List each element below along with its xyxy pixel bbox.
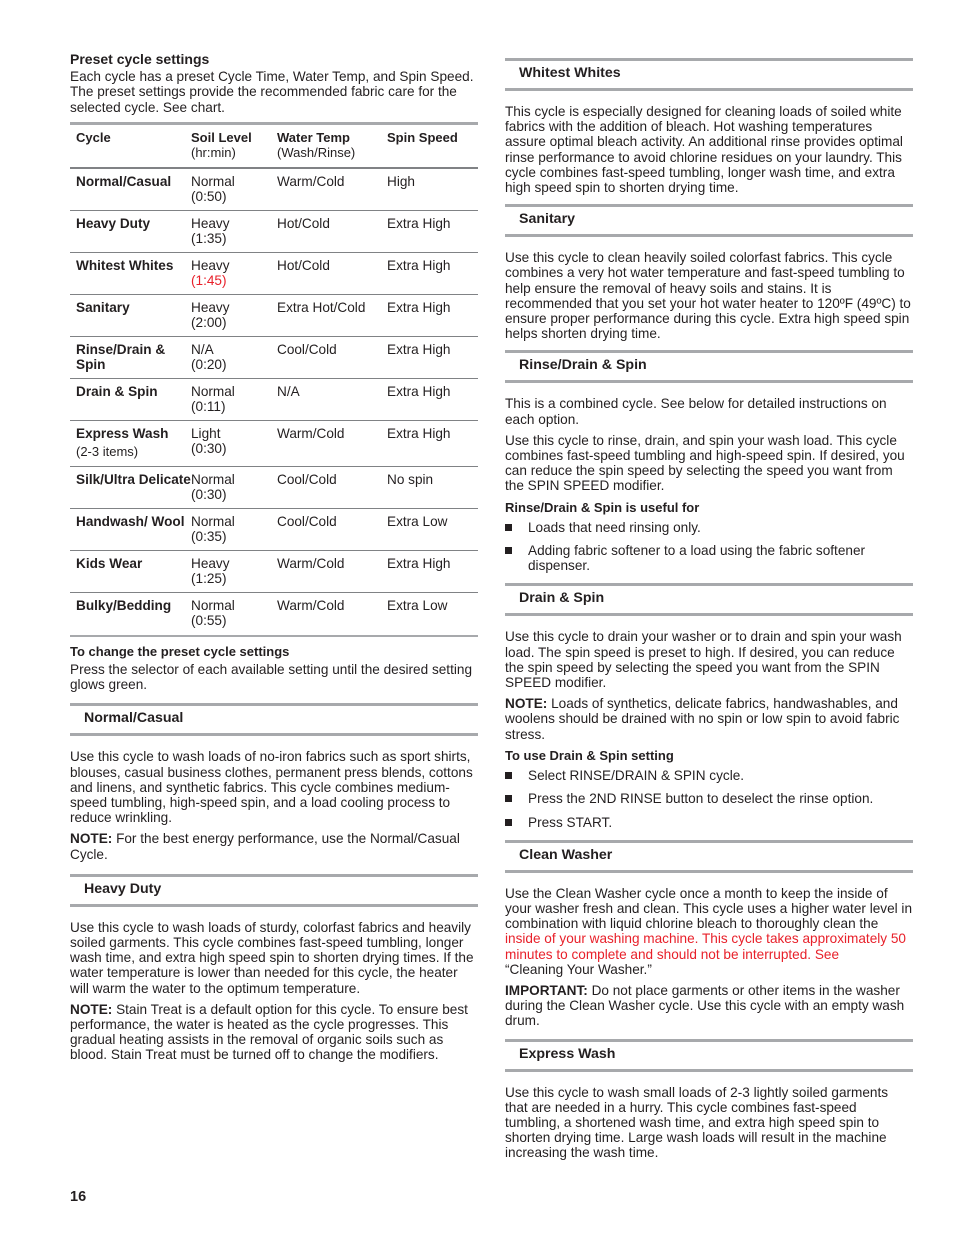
section-header-whitest	[505, 58, 913, 91]
normal-text: Use this cycle to wash loads of no-iron fabrics such as sport shirts, blouses, casual business clothes, permanent press blends, cottons and linens, and synthetic fabrics. This cycle combines medium-speed tumbling, high-speed spin, and a load cooling process to reduce wrinkling.	[70, 749, 473, 826]
heavy-text: Use this cycle to wash loads of sturdy, colorfast fabrics and heavily soiled garments. This cycle combines fast-speed tumbling, longer wash time, and extra high speed spin to shorten drying times. If the water temperature is lower than needed for this cycle, the heater will warm the water to the optimum temperature.	[70, 919, 474, 996]
soil-level: Normal	[191, 597, 235, 613]
cell-soil	[191, 421, 277, 466]
cell-soil	[191, 211, 277, 252]
drain-text: Use this cycle to drain your washer or to drain and spin your wash load. The spin speed is preset to high. If desired, you can reduce the spin speed by selecting the speed you want from the SPIN SPEED modifier.	[505, 629, 902, 691]
header-spin: Spin Speed	[387, 129, 458, 145]
section-header-express	[505, 1039, 913, 1072]
bullet-square-icon	[505, 795, 512, 802]
cell-soil	[191, 337, 277, 378]
table-row	[70, 509, 478, 551]
section-header-normal	[70, 703, 478, 736]
soil-level: Heavy	[191, 555, 230, 571]
cell-soil	[191, 169, 277, 210]
change-settings-text: Press the selector of each available setting until the desired setting glows green.	[70, 662, 473, 693]
cell-soil	[191, 253, 277, 294]
drain-bullet-list	[505, 768, 913, 830]
cell-soil	[191, 509, 277, 550]
table-row	[70, 337, 478, 379]
cell-cycle	[70, 295, 191, 336]
clean-text-b: “Cleaning Your Washer.”	[505, 961, 652, 977]
section-header-drain	[505, 583, 913, 616]
rinse-text-1: This is a combined cycle. See below for detailed instructions on each option.	[505, 396, 887, 427]
cell-cycle	[70, 551, 191, 592]
change-settings-title: To change the preset cycle settings	[70, 643, 290, 659]
cycle-name: Silk/Ultra Delicate	[76, 471, 191, 487]
cell-spin-speed: Extra High	[387, 215, 451, 231]
cycle-name: Bulky/Bedding	[76, 597, 172, 613]
cycle-time: (0:20)	[191, 357, 227, 373]
header-cycle: Cycle	[76, 129, 111, 145]
clean-important-text: Do not place garments or other items in the washer during the Clean Washer cycle. Use this cycle with an empty wash drum.	[505, 982, 905, 1029]
cell-water-temp: Extra Hot/Cold	[277, 299, 366, 315]
cycle-note: (2-3 items)	[76, 444, 139, 460]
clean-text-highlight: inside of your washing machine. This cycle takes approximately 50 minutes to complete and should not be interrupted. See	[505, 931, 906, 962]
table-row	[70, 295, 478, 337]
cell-cycle	[70, 467, 191, 508]
drain-note	[505, 696, 913, 742]
clean-title: Clean Washer	[519, 846, 613, 863]
bullet-square-icon	[505, 819, 512, 826]
soil-level: Normal	[191, 471, 235, 487]
sanitary-text: Use this cycle to clean heavily soiled colorfast fabrics. This cycle combines a very hot water temperature and fast-speed tumbling to help ensure the removal of heavy soils and stains. It is recommended that you set your hot water heater to 120ºF (49ºC) to ensure proper performance during this cycle. Extra high speed spin helps shorten drying time.	[505, 250, 911, 342]
whitest-title: Whitest Whites	[519, 65, 621, 81]
rinse-title: Rinse/Drain & Spin	[519, 357, 647, 374]
cycle-name: Express Wash	[76, 425, 169, 441]
cell-spin-speed: Extra High	[387, 299, 451, 315]
cycle-time: (0:30)	[191, 441, 227, 457]
normal-note	[70, 831, 478, 861]
table-body	[70, 169, 478, 635]
section-header-clean	[505, 840, 913, 873]
express-text: Use this cycle to wash small loads of 2-3 lightly soiled garments that are needed in a hurry. This cycle combines fast-speed tumbling, a shortened wash time, and extra high speed spin to shorten drying time. Large wash loads will result in the machine increasing the wash time.	[505, 1084, 889, 1161]
cycle-name: Drain & Spin	[76, 383, 158, 399]
cell-cycle	[70, 593, 191, 635]
cell-cycle	[70, 379, 191, 420]
cycle-name: Normal/Casual	[76, 173, 172, 189]
cycle-name: Handwash/ Wool	[76, 513, 185, 529]
cell-spin-speed: Extra High	[387, 555, 451, 571]
table-header	[70, 125, 478, 169]
section-header-heavy	[70, 874, 478, 907]
bullet-square-icon	[505, 772, 512, 779]
table-row	[70, 379, 478, 421]
list-item-text: Press the 2ND RINSE button to deselect the rinse option.	[528, 791, 874, 807]
table-row	[70, 421, 478, 467]
cycle-time: (0:35)	[191, 529, 227, 545]
cycle-time: (1:45)	[191, 273, 227, 289]
header-soil-sub: (hr:min)	[191, 145, 236, 161]
header-soil-label: Soil Level	[191, 129, 252, 145]
list-item	[505, 815, 913, 830]
list-item	[505, 791, 913, 806]
section-header-sanitary	[505, 204, 913, 237]
cycle-name: Kids Wear	[76, 555, 143, 571]
cycle-time: (1:35)	[191, 231, 227, 247]
header-water	[277, 125, 387, 167]
cycle-time: (0:11)	[191, 399, 226, 415]
preset-intro: Each cycle has a preset Cycle Time, Water Temp, and Spin Speed. The preset settings provide the recommended fabric care for the selected cycle. See chart.	[70, 69, 474, 115]
soil-level: Normal	[191, 513, 235, 529]
normal-title: Normal/Casual	[84, 710, 184, 727]
soil-level: Normal	[191, 173, 235, 189]
page-number: 16	[70, 1189, 87, 1205]
cell-soil	[191, 551, 277, 592]
rinse-useful-title: Rinse/Drain & Spin is useful for	[505, 499, 700, 515]
cycle-name: Sanitary	[76, 299, 130, 315]
cell-spin-speed: Extra Low	[387, 597, 448, 613]
cycle-name: Whitest Whites	[76, 257, 174, 273]
cycle-time: (0:30)	[191, 487, 227, 503]
cycle-time: (0:55)	[191, 613, 227, 629]
list-item-text: Select RINSE/DRAIN & SPIN cycle.	[528, 768, 745, 784]
cell-water-temp: Hot/Cold	[277, 257, 330, 273]
drain-note-label: NOTE:	[505, 696, 548, 712]
list-item-text: Press START.	[528, 814, 613, 830]
cell-soil	[191, 379, 277, 420]
rinse-text-2: Use this cycle to rinse, drain, and spin your wash load. This cycle combines fast-speed tumbling and high-speed spin. If desired, you can reduce the spin speed by selecting the speed you want from the SPIN SPEED modifier.	[505, 432, 905, 494]
table-row	[70, 211, 478, 253]
cell-spin-speed: Extra High	[387, 257, 451, 273]
header-water-label: Water Temp	[277, 129, 350, 145]
table-row	[70, 467, 478, 509]
cell-spin-speed: Extra Low	[387, 513, 448, 529]
normal-note-label: NOTE:	[70, 831, 113, 847]
cell-spin-speed: Extra High	[387, 425, 451, 441]
right-column	[505, 58, 913, 1167]
cell-spin-speed: Extra High	[387, 341, 451, 357]
cell-spin-speed: High	[387, 173, 415, 189]
cycle-name: Heavy Duty	[76, 215, 151, 231]
whitest-text: This cycle is especially designed for cleaning loads of soiled white fabrics with the addition of bleach. Hot washing temperatures assure optimal bleach activity. An additional rinse provides optimal rinse performance to avoid chlorine residues on your laundry. This cycle combines fast-speed tumbling, longer wash time, and extra high speed spin to shorten drying time.	[505, 104, 903, 196]
cell-cycle	[70, 337, 191, 378]
left-column	[70, 52, 478, 1069]
cell-cycle	[70, 169, 191, 210]
cell-spin-speed: No spin	[387, 471, 434, 487]
soil-level: Heavy	[191, 299, 230, 315]
cell-soil	[191, 593, 277, 635]
normal-note-text: For the best energy performance, use the Normal/Casual Cycle.	[70, 831, 460, 862]
heavy-title: Heavy Duty	[84, 880, 162, 897]
cell-water-temp: Warm/Cold	[277, 555, 345, 571]
heavy-note-label: NOTE:	[70, 1001, 113, 1017]
sanitary-title: Sanitary	[519, 211, 575, 228]
header-soil	[191, 125, 277, 167]
heavy-note-text: Stain Treat is a default option for this cycle. To ensure best performance, the water is heated as the cycle progresses. This gradual heating assists in the removal of organic soils such as blood. Stain Treat must be turned off to change the modifiers.	[70, 1001, 468, 1063]
cell-water-temp: Warm/Cold	[277, 425, 345, 441]
table-row	[70, 253, 478, 295]
express-title: Express Wash	[519, 1045, 616, 1062]
cell-cycle	[70, 253, 191, 294]
cell-spin-speed: Extra High	[387, 383, 451, 399]
cycle-time: (1:25)	[191, 571, 227, 587]
table-row	[70, 593, 478, 635]
heavy-note	[70, 1002, 478, 1063]
soil-level: Heavy	[191, 257, 230, 273]
cycle-time: (2:00)	[191, 315, 227, 331]
section-header-rinse	[505, 350, 913, 383]
preset-table	[70, 122, 478, 637]
list-item-text: Adding fabric softener to a load using the fabric softener dispenser.	[528, 543, 866, 574]
list-item	[505, 520, 913, 535]
cell-cycle	[70, 211, 191, 252]
cell-cycle	[70, 509, 191, 550]
bullet-square-icon	[505, 524, 512, 531]
cell-water-temp: Warm/Cold	[277, 173, 345, 189]
cell-water-temp: Hot/Cold	[277, 215, 330, 231]
soil-level: Light	[191, 425, 221, 441]
list-item	[505, 543, 913, 573]
rinse-bullet-list	[505, 520, 913, 574]
clean-important-label: IMPORTANT:	[505, 982, 588, 998]
soil-level: N/A	[191, 341, 214, 357]
cell-water-temp: Cool/Cold	[277, 513, 337, 529]
drain-title: Drain & Spin	[519, 590, 605, 607]
bullet-square-icon	[505, 547, 512, 554]
cell-soil	[191, 295, 277, 336]
cycle-name: Rinse/Drain & Spin	[76, 341, 166, 373]
drain-use-title: To use Drain & Spin setting	[505, 747, 674, 763]
list-item	[505, 768, 913, 783]
clean-important	[505, 983, 913, 1029]
cell-water-temp: N/A	[277, 383, 300, 399]
table-row	[70, 169, 478, 211]
cell-cycle	[70, 421, 191, 466]
cell-water-temp: Cool/Cold	[277, 341, 337, 357]
soil-level: Heavy	[191, 215, 230, 231]
soil-level: Normal	[191, 383, 235, 399]
clean-text	[505, 886, 913, 977]
cycle-time: (0:50)	[191, 189, 227, 205]
clean-text-a: Use the Clean Washer cycle once a month to keep the inside of your washer fresh and clean. This cycle uses a higher water level in combination with liquid chlorine bleach to thoroughly clean the	[505, 885, 913, 932]
cell-water-temp: Cool/Cold	[277, 471, 337, 487]
header-water-sub: (Wash/Rinse)	[277, 145, 356, 161]
cell-water-temp: Warm/Cold	[277, 597, 345, 613]
cell-soil	[191, 467, 277, 508]
table-row	[70, 551, 478, 593]
list-item-text: Loads that need rinsing only.	[528, 519, 701, 535]
preset-title: Preset cycle settings	[70, 51, 210, 67]
drain-note-text: Loads of synthetics, delicate fabrics, handwashables, and woolens should be drained with no spin or low spin to avoid fabric stress.	[505, 696, 900, 742]
